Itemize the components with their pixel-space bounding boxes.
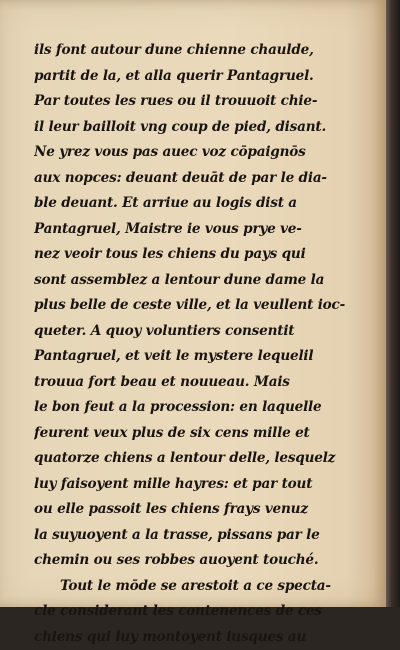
text-line: queter. A quoy voluntiers consentit — [34, 319, 368, 345]
text-line: partit de la, et alla querir Pantagruel. — [34, 64, 368, 90]
text-line: chemin ou ses robbes auoyent touché. — [34, 548, 368, 574]
text-block — [34, 38, 368, 650]
text-line: luy faisoyent mille hayres: et par tout — [34, 472, 368, 498]
text-line: Pantagruel, Maistre ie vous prye ve‑ — [34, 217, 368, 243]
text-line: Pantagruel, et veit le mystere lequelil — [34, 344, 368, 370]
text-line: le bon feut a la procession: en laquelle — [34, 395, 368, 421]
text-line: Par toutes les rues ou il trouuoit chie‑ — [34, 89, 368, 115]
text-line: nez veoir tous les chiens du pays qui — [34, 242, 368, 268]
text-line: la suyuoyent a la trasse, pissans par le — [34, 523, 368, 549]
text-line: aux nopces: deuant deuāt de par le dia‑ — [34, 166, 368, 192]
book-spine — [386, 0, 400, 607]
text-line: trouua fort beau et nouueau. Mais — [34, 370, 368, 396]
text-line: chiens qui luy montoyent iusques au — [34, 625, 368, 650]
text-line: cle considerant les contenences de ces — [34, 599, 368, 625]
text-line: Tout le mōde se arestoit a ce specta‑ — [34, 574, 368, 600]
text-line: sont assemblez a lentour dune dame la — [34, 268, 368, 294]
text-line: Ne yrez vous pas auec voz cōpaignōs — [34, 140, 368, 166]
text-line: ble deuant. Et arriue au logis dist a — [34, 191, 368, 217]
text-line: ou elle passoit les chiens frays venuz — [34, 497, 368, 523]
text-line: il leur bailloit vng coup de pied, disant. — [34, 115, 368, 141]
text-line: plus belle de ceste ville, et la veullent ioc‑ — [34, 293, 368, 319]
text-line: quatorze chiens a lentour delle, lesquelz — [34, 446, 368, 472]
text-line: ils font autour dune chienne chaulde, — [34, 38, 368, 64]
text-line: feurent veux plus de six cens mille et — [34, 421, 368, 447]
